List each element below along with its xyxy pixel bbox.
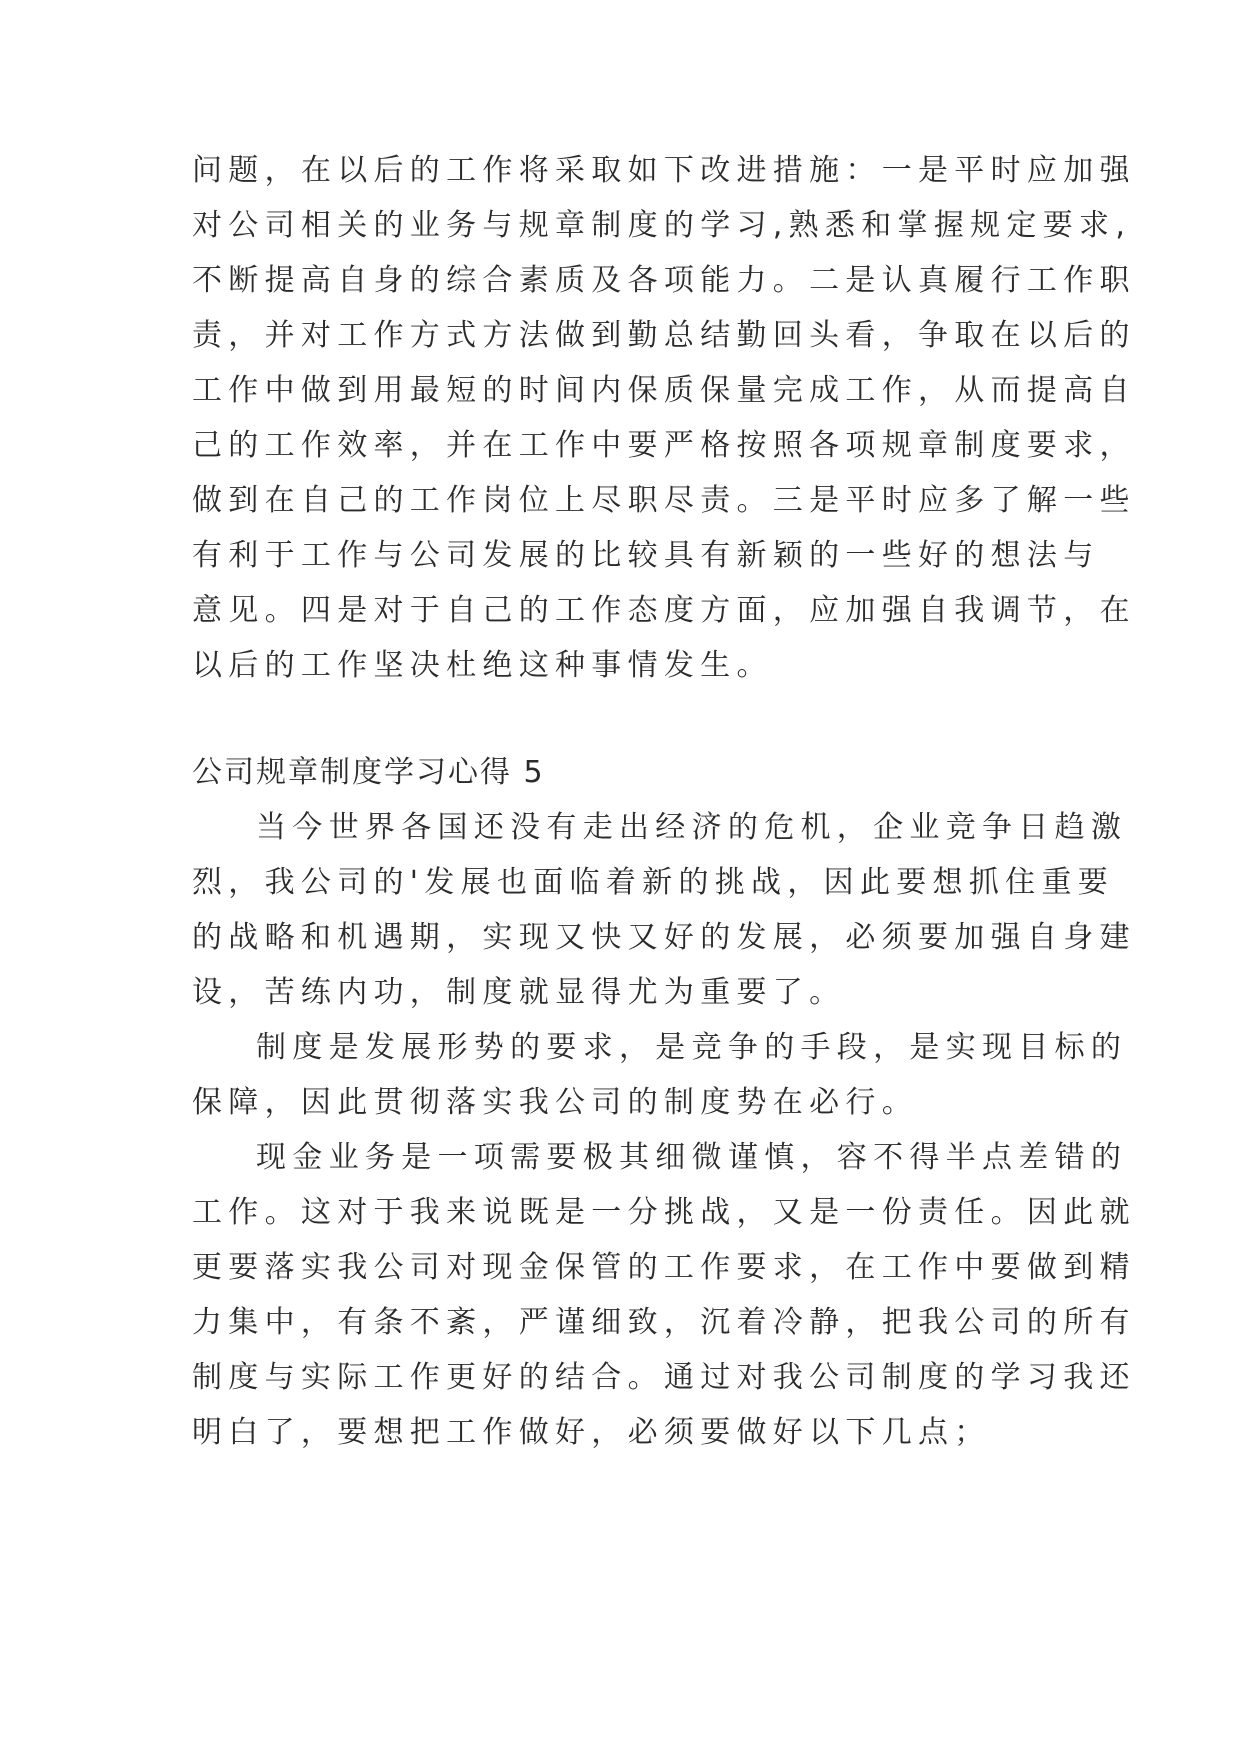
body-line: 的战略和机遇期，实现又快又好的发展，必须要加强自身建 bbox=[192, 920, 1136, 955]
body-line: 工作中做到用最短的时间内保质保量完成工作，从而提高自 bbox=[192, 373, 1136, 408]
body-line: 做到在自己的工作岗位上尽职尽责。三是平时应多了解一些 bbox=[192, 483, 1136, 518]
body-line: 以后的工作坚决杜绝这种事情发生。 bbox=[192, 648, 773, 683]
section-title: 公司规章制度学习心得 5 bbox=[192, 755, 545, 790]
body-line: 意见。四是对于自己的工作态度方面，应加强自我调节，在 bbox=[192, 593, 1136, 628]
body-line: 设，苦练内功，制度就显得尤为重要了。 bbox=[192, 975, 846, 1010]
body-line: 制度是发展形势的要求，是竞争的手段，是实现目标的 bbox=[256, 1030, 1128, 1065]
body-line: 己的工作效率，并在工作中要严格按照各项规章制度要求， bbox=[192, 428, 1136, 463]
body-line: 对公司相关的业务与规章制度的学习,熟悉和掌握规定要求, bbox=[192, 208, 1132, 243]
body-line: 力集中，有条不紊，严谨细致，沉着冷静，把我公司的所有 bbox=[192, 1305, 1136, 1340]
body-line: 制度与实际工作更好的结合。通过对我公司制度的学习我还 bbox=[192, 1360, 1136, 1395]
body-line: 不断提高自身的综合素质及各项能力。二是认真履行工作职 bbox=[192, 263, 1136, 298]
body-line: 保障，因此贯彻落实我公司的制度势在必行。 bbox=[192, 1085, 918, 1120]
body-line: 责，并对工作方式方法做到勤总结勤回头看，争取在以后的 bbox=[192, 318, 1136, 353]
body-line: 问题，在以后的工作将采取如下改进措施：一是平时应加强 bbox=[192, 153, 1136, 188]
body-line: 现金业务是一项需要极其细微谨慎，容不得半点差错的 bbox=[256, 1140, 1128, 1175]
body-line: 烈，我公司的'发展也面临着新的挑战，因此要想抓住重要 bbox=[192, 865, 1115, 900]
body-line: 工作。这对于我来说既是一分挑战，又是一份责任。因此就 bbox=[192, 1195, 1136, 1230]
body-line: 明白了，要想把工作做好，必须要做好以下几点； bbox=[192, 1415, 991, 1450]
body-line: 更要落实我公司对现金保管的工作要求，在工作中要做到精 bbox=[192, 1250, 1136, 1285]
body-line: 有利于工作与公司发展的比较具有新颖的一些好的想法与 bbox=[192, 538, 1100, 573]
body-line: 当今世界各国还没有走出经济的危机，企业竞争日趋激 bbox=[256, 810, 1128, 845]
